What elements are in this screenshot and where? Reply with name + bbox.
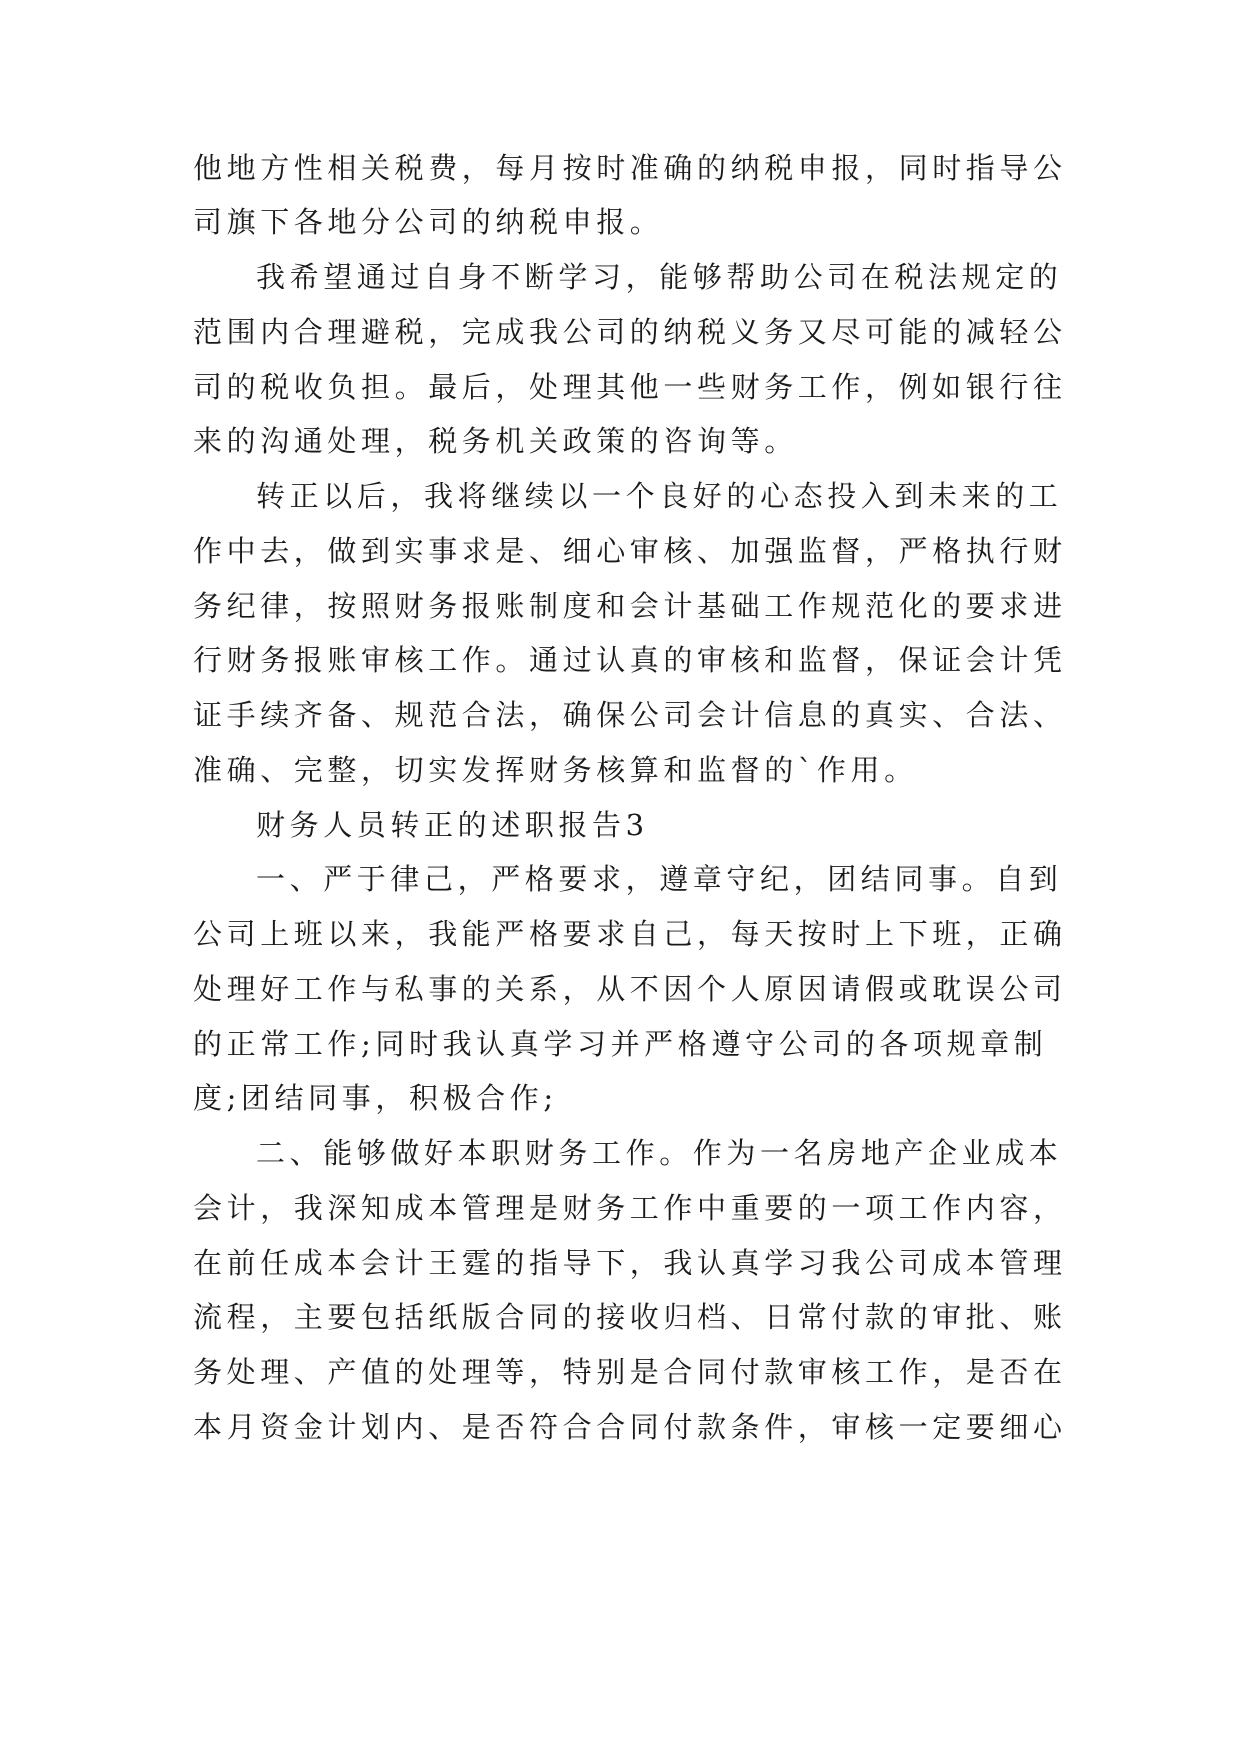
text-line: 务处理、产值的处理等，特别是合同付款审核工作，是否在	[193, 1355, 1067, 1389]
text-line: 来的沟通处理，税务机关政策的咨询等。	[193, 424, 798, 458]
text-line: 流程，主要包括纸版合同的接收归档、日常付款的审批、账	[193, 1300, 1067, 1334]
section-heading: 财务人员转正的述职报告3	[256, 808, 649, 842]
text-line: 处理好工作与私事的关系，从不因个人原因请假或耽误公司	[193, 972, 1067, 1006]
text-line: 作中去，做到实事求是、细心审核、加强监督，严格执行财	[193, 534, 1067, 568]
text-line: 我希望通过自身不断学习，能够帮助公司在税法规定的	[256, 260, 1063, 294]
text-line: 会计，我深知成本管理是财务工作中重要的一项工作内容，	[193, 1191, 1067, 1225]
text-line: 公司上班以来，我能严格要求自己，每天按时上下班，正确	[193, 917, 1067, 951]
text-line: 一、严于律己，严格要求，遵章守纪，团结同事。自到	[256, 862, 1063, 896]
text-line: 的正常工作;同时我认真学习并严格遵守公司的各项规章制	[193, 1027, 1048, 1061]
text-line: 务纪律，按照财务报账制度和会计基础工作规范化的要求进	[193, 589, 1067, 623]
text-line: 度;团结同事，积极合作;	[193, 1081, 558, 1115]
text-line: 司的税收负担。最后，处理其他一些财务工作，例如银行往	[193, 370, 1067, 404]
text-line: 范围内合理避税，完成我公司的纳税义务又尽可能的减轻公	[193, 315, 1067, 349]
text-line: 他地方性相关税费，每月按时准确的纳税申报，同时指导公	[193, 151, 1067, 185]
text-line: 司旗下各地分公司的纳税申报。	[193, 205, 664, 239]
text-line: 本月资金计划内、是否符合合同付款条件，审核一定要细心	[193, 1410, 1067, 1444]
text-line: 转正以后，我将继续以一个良好的心态投入到未来的工	[256, 479, 1063, 513]
text-line: 准确、完整，切实发挥财务核算和监督的`作用。	[193, 753, 918, 787]
text-line: 在前任成本会计王霆的指导下，我认真学习我公司成本管理	[193, 1246, 1067, 1280]
text-line: 证手续齐备、规范合法，确保公司会计信息的真实、合法、	[193, 698, 1067, 732]
text-line: 二、能够做好本职财务工作。作为一名房地产企业成本	[256, 1136, 1063, 1170]
text-line: 行财务报账审核工作。通过认真的审核和监督，保证会计凭	[193, 643, 1067, 677]
